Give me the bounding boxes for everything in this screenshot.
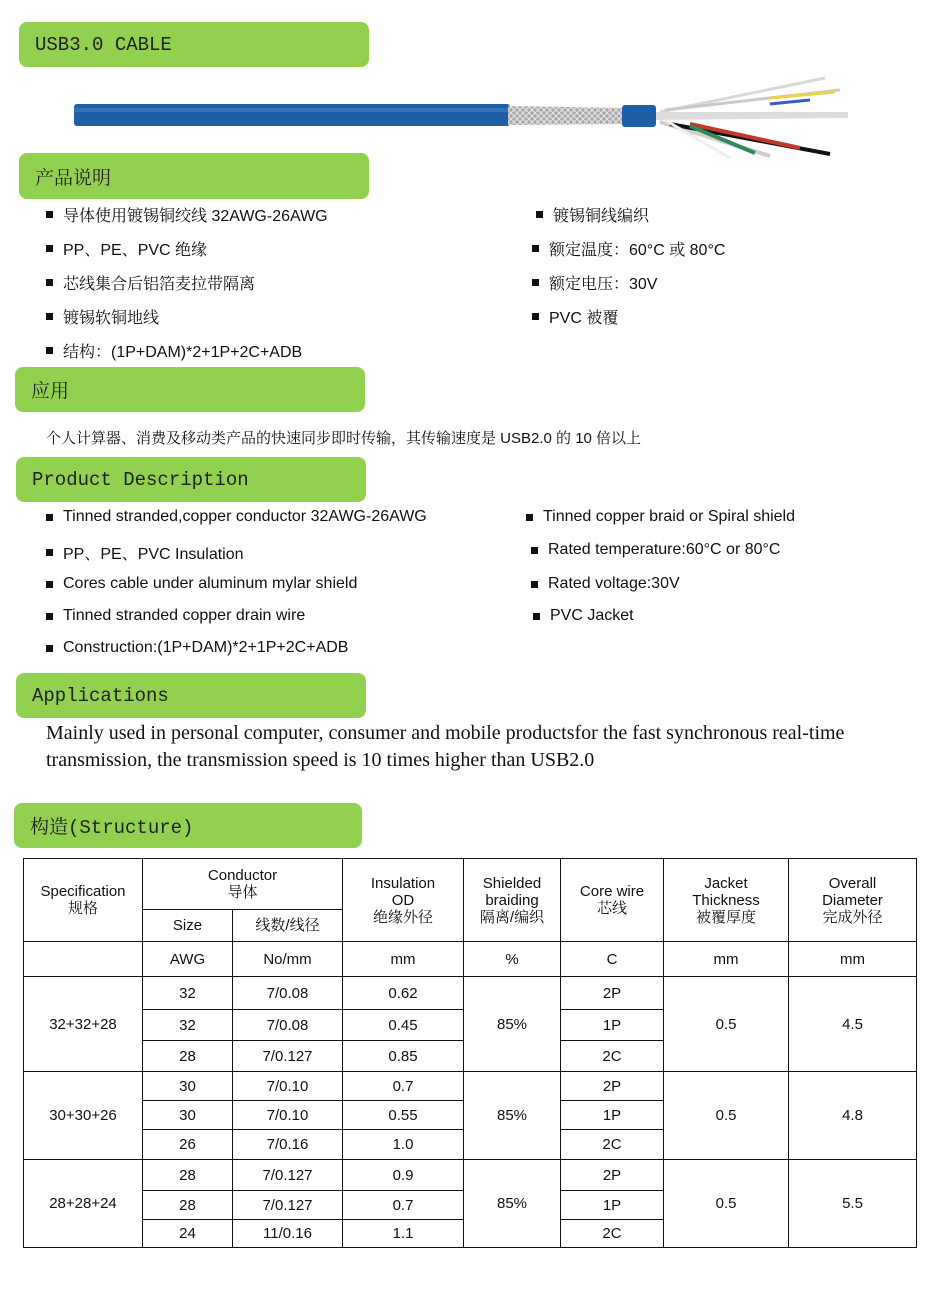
section-structure	[14, 803, 362, 848]
header-spec: Specification 规格	[24, 859, 143, 942]
list-item: Tinned stranded,copper conductor 32AWG-26AWG	[46, 508, 427, 526]
unit-cell: C	[561, 942, 664, 977]
header-overall: Overall Diameter 完成外径	[789, 859, 917, 942]
list-item: Rated voltage:30V	[531, 575, 680, 593]
list-item: 导体使用镀锡铜绞线 32AWG-26AWG	[46, 203, 328, 226]
header-jacket: Jacket Thickness 被覆厚度	[664, 859, 789, 942]
unit-cell: No/mm	[233, 942, 343, 977]
table-row: 24 11/0.16 1.1 2C	[24, 1220, 917, 1248]
header-shield: Shielded braiding 隔离/编织	[464, 859, 561, 942]
list-item: Construction:(1P+DAM)*2+1P+2C+ADB	[46, 639, 348, 657]
table-row: 32+32+28 32 7/0.08 0.62 85% 2P 0.5 4.5	[24, 977, 917, 1010]
unit-cell: mm	[789, 942, 917, 977]
unit-cell: mm	[664, 942, 789, 977]
spec-cell: 32+32+28	[24, 977, 143, 1072]
header-core: Core wire 芯线	[561, 859, 664, 942]
list-item: PP、PE、PVC Insulation	[46, 541, 244, 564]
table-row: 30+30+26 30 7/0.10 0.7 85% 2P 0.5 4.8	[24, 1072, 917, 1101]
table-row: 32 7/0.08 0.45 1P	[24, 1010, 917, 1041]
table-row: 30 7/0.10 0.55 1P	[24, 1101, 917, 1130]
jacket-cell: 0.5	[664, 1160, 789, 1248]
table-row: 28+28+24 28 7/0.127 0.9 85% 2P 0.5 5.5	[24, 1160, 917, 1191]
section-en-application	[16, 673, 366, 718]
list-item: 镀锡软铜地线	[46, 305, 159, 328]
list-item: PVC Jacket	[533, 607, 634, 625]
section-en-application-label: Applications	[32, 684, 169, 707]
jacket-cell: 0.5	[664, 977, 789, 1072]
title-bar	[19, 22, 369, 67]
table-row: 28 7/0.127 0.7 1P	[24, 1191, 917, 1220]
overall-cell: 4.5	[789, 977, 917, 1072]
title-label: USB3.0 CABLE	[35, 33, 172, 56]
spec-cell: 30+30+26	[24, 1072, 143, 1160]
list-item: 额定温度：60°C 或 80°C	[532, 237, 725, 260]
section-cn-description-label: 产品说明	[35, 167, 112, 190]
list-item: PP、PE、PVC 绝缘	[46, 237, 207, 260]
header-insulation: Insulation OD 绝缘外径	[343, 859, 464, 942]
unit-cell: mm	[343, 942, 464, 977]
list-item: 芯线集合后铝箔麦拉带隔离	[46, 271, 255, 294]
shield-cell: 85%	[464, 1072, 561, 1160]
overall-cell: 5.5	[789, 1160, 917, 1248]
list-item: Tinned stranded copper drain wire	[46, 607, 305, 625]
spec-cell: 28+28+24	[24, 1160, 143, 1248]
section-en-description	[16, 457, 366, 502]
list-item: 结构：(1P+DAM)*2+1P+2C+ADB	[46, 339, 302, 362]
section-cn-application-label: 应用	[31, 381, 70, 403]
list-item: PVC 被覆	[532, 305, 618, 328]
section-cn-application	[15, 367, 365, 412]
list-item: Tinned copper braid or Spiral shield	[526, 508, 795, 526]
en-application-text: Mainly used in personal computer, consumer and mobile productsfor the fast synchronous real-time transmission, the transmission speed is 10 times higher than USB2.0	[46, 722, 845, 771]
section-structure-label: 构造(Structure)	[30, 817, 194, 839]
header-strand: 线数/线径	[233, 910, 343, 942]
section-en-description-label: Product Description	[32, 468, 249, 491]
jacket-cell: 0.5	[664, 1072, 789, 1160]
spec-table	[23, 858, 917, 1248]
list-item: Rated temperature:60°C or 80°C	[531, 541, 780, 559]
table-row: 28 7/0.127 0.85 2C	[24, 1041, 917, 1072]
overall-cell: 4.8	[789, 1072, 917, 1160]
list-item: 额定电压：30V	[532, 271, 657, 294]
list-item: Cores cable under aluminum mylar shield	[46, 575, 357, 593]
header-conductor: Conductor 导体	[143, 859, 343, 910]
shield-cell: 85%	[464, 977, 561, 1072]
units-row	[24, 942, 917, 977]
shield-cell: 85%	[464, 1160, 561, 1248]
list-item: 镀锡铜线编织	[536, 203, 649, 226]
section-cn-description	[19, 153, 369, 199]
cable-illustration	[70, 68, 860, 160]
cn-application-text: 个人计算器、消费及移动类产品的快速同步即时传输，其传输速度是 USB2.0 的 10 倍以上	[46, 430, 642, 447]
unit-cell: %	[464, 942, 561, 977]
unit-cell: AWG	[143, 942, 233, 977]
table-row: 26 7/0.16 1.0 2C	[24, 1130, 917, 1160]
header-size: Size	[143, 910, 233, 942]
